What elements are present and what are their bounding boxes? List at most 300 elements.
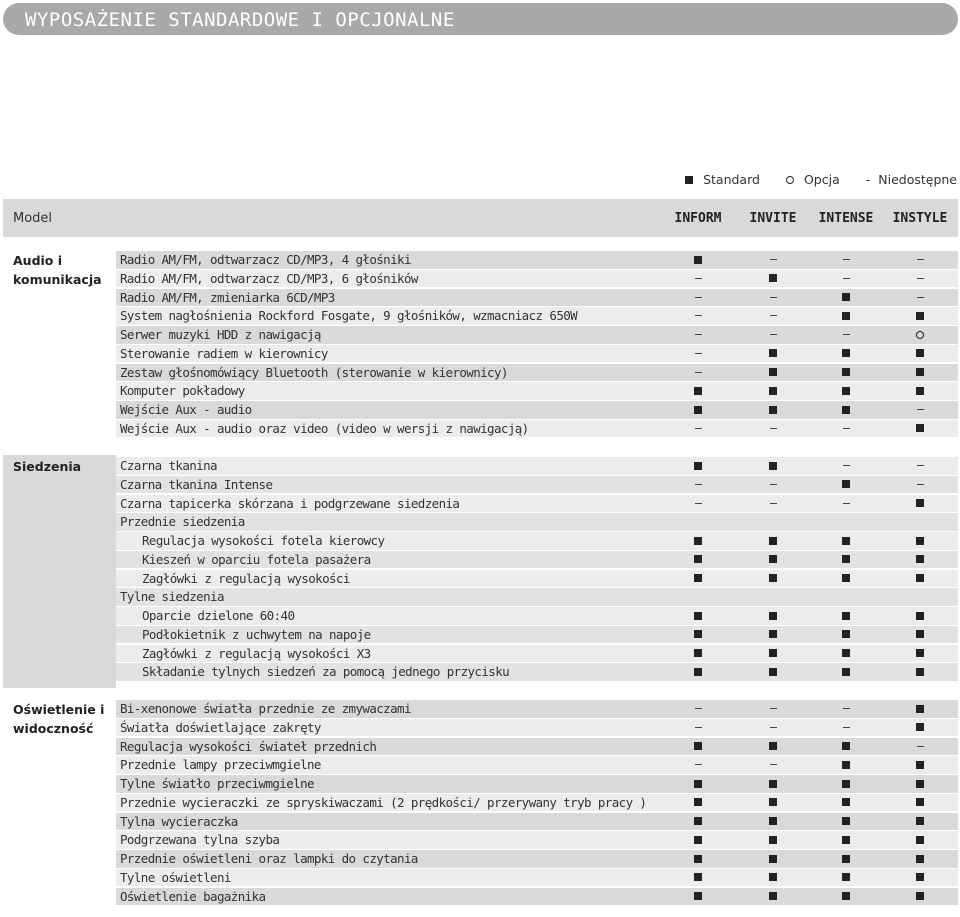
standard-square-icon (694, 574, 702, 582)
standard-square-icon (842, 349, 850, 357)
unavailable-dash-icon (695, 764, 702, 765)
standard-square-icon (688, 626, 708, 643)
standard-square-icon (836, 476, 856, 493)
standard-square-icon (763, 532, 783, 549)
standard-square-icon (842, 873, 850, 881)
standard-square-icon (763, 551, 783, 568)
standard-square-icon (763, 831, 783, 848)
standard-square-icon (769, 817, 777, 825)
standard-square-icon (916, 761, 924, 769)
row-label: Oparcie dzielone 60:40 (142, 608, 295, 623)
standard-square-icon (910, 382, 930, 399)
standard-square-icon (688, 850, 708, 867)
table-row (116, 626, 958, 645)
standard-square-icon (688, 570, 708, 587)
standard-square-icon (688, 532, 708, 549)
standard-square-icon (769, 836, 777, 844)
standard-square-icon (694, 555, 702, 563)
row-label: Światła doświetlające zakręty (120, 719, 321, 735)
standard-square-icon (842, 780, 850, 788)
table-row (116, 307, 958, 326)
legend-standard (685, 172, 760, 187)
table-row (116, 270, 958, 289)
row-label: Tylne światło przeciwmgielne (120, 776, 314, 791)
standard-square-icon (763, 270, 783, 287)
row-label: Radio AM/FM, zmieniarka 6CD/MP3 (120, 289, 335, 305)
table-row (116, 738, 958, 757)
row-label: Bi-xenonowe światła przednie ze zmywaczami (120, 701, 411, 716)
unavailable-dash-icon (688, 420, 708, 437)
unavailable-dash-icon (843, 334, 850, 335)
standard-square-icon (836, 831, 856, 848)
standard-square-icon (842, 855, 850, 863)
standard-square-icon (842, 836, 850, 844)
standard-square-icon (836, 850, 856, 867)
standard-square-icon (836, 738, 856, 755)
section-label: Siedzenia (13, 459, 82, 474)
unavailable-dash-icon (763, 420, 783, 437)
unavailable-dash-icon (843, 503, 850, 504)
standard-square-icon (763, 570, 783, 587)
standard-square-icon (916, 555, 924, 563)
standard-square-icon (688, 775, 708, 792)
standard-square-icon (910, 551, 930, 568)
standard-square-icon (916, 312, 924, 320)
standard-square-icon (916, 817, 924, 825)
table-row (116, 251, 958, 270)
unavailable-dash-icon (763, 700, 783, 717)
standard-square-icon (769, 855, 777, 863)
unavailable-dash-icon (910, 476, 930, 493)
standard-square-icon (763, 663, 783, 680)
unavailable-dash-icon (843, 428, 850, 429)
standard-square-icon (769, 612, 777, 620)
standard-square-icon (769, 537, 777, 545)
standard-square-icon (769, 892, 777, 900)
row-label: Przednie oświetleni oraz lampki do czytania (120, 851, 418, 866)
section-0 (3, 249, 958, 445)
standard-square-icon (763, 888, 783, 905)
standard-square-icon (916, 574, 924, 582)
standard-square-icon (836, 626, 856, 643)
standard-square-icon (916, 368, 924, 376)
section-label-bg (3, 455, 116, 688)
standard-square-icon (836, 570, 856, 587)
unavailable-dash-icon (910, 457, 930, 474)
row-label: Podgrzewana tylna szyba (120, 832, 280, 848)
standard-square-icon (769, 649, 777, 657)
unavailable-dash-icon (688, 364, 708, 381)
col-intense: INTENSE (818, 211, 874, 226)
section-label: Audio i komunikacja (13, 253, 102, 287)
section-2 (3, 698, 958, 912)
page-title: WYPOSAŻENIE STANDARDOWE I OPCJONALNE (25, 9, 455, 31)
standard-square-icon (694, 612, 702, 620)
table-row (116, 457, 958, 476)
standard-square-icon (688, 551, 708, 568)
unavailable-dash-icon (695, 708, 702, 709)
unavailable-dash-icon (843, 727, 850, 728)
section-1 (3, 455, 958, 688)
col-invite: INVITE (749, 211, 797, 226)
unavailable-dash-icon (695, 503, 702, 504)
standard-square-icon (910, 775, 930, 792)
unavailable-dash-icon (688, 495, 708, 512)
standard-square-icon (842, 406, 850, 414)
table-row (116, 476, 958, 495)
standard-square-icon (763, 850, 783, 867)
unavailable-dash-icon (770, 503, 777, 504)
standard-square-icon (910, 663, 930, 680)
row-label: Regulacja wysokości świateł przednich (120, 738, 377, 754)
unavailable-dash-icon (695, 372, 702, 373)
standard-square-icon (842, 555, 850, 563)
table-row (116, 869, 958, 888)
unavailable-dash-icon (695, 353, 702, 354)
unavailable-dash-icon (688, 719, 708, 736)
standard-square-icon (916, 892, 924, 900)
option-circle-icon (916, 331, 924, 339)
standard-square-icon (842, 742, 850, 750)
model-header: Model (13, 211, 53, 226)
standard-square-icon (688, 457, 708, 474)
row-label: Serwer muzyki HDD z nawigacją (120, 327, 321, 342)
standard-square-icon (836, 551, 856, 568)
unavailable-dash-icon (770, 259, 777, 260)
row-label: Tylna wycieraczka (120, 813, 238, 829)
table-row (116, 663, 958, 682)
standard-square-icon (916, 798, 924, 806)
standard-square-icon (769, 798, 777, 806)
standard-square-icon (842, 480, 850, 488)
standard-square-icon (910, 645, 930, 662)
table-row (116, 831, 958, 850)
row-label: Zagłówki z regulacją wysokości X3 (142, 645, 371, 661)
row-label: Składanie tylnych siedzeń za pomocą jednego przycisku (142, 664, 510, 680)
row-label: Wejście Aux - audio (120, 402, 252, 417)
standard-square-icon (688, 869, 708, 886)
unavailable-dash-icon (770, 334, 777, 335)
standard-square-icon (842, 612, 850, 620)
standard-square-icon (688, 663, 708, 680)
unavailable-dash-icon (770, 484, 777, 485)
unavailable-dash-icon (695, 297, 702, 298)
unavailable-dash-icon (836, 700, 856, 717)
unavailable-dash-icon (695, 428, 702, 429)
row-label: Przednie siedzenia (120, 514, 245, 530)
standard-square-icon (842, 817, 850, 825)
standard-square-icon (694, 387, 702, 395)
standard-square-icon (836, 645, 856, 662)
row-label: Przednie lampy przeciwmgielne (120, 757, 321, 773)
standard-square-icon (694, 649, 702, 657)
standard-square-icon (910, 626, 930, 643)
row-label: Kieszeń w oparciu fotela pasażera (142, 551, 371, 567)
unavailable-dash-icon (836, 326, 856, 343)
unavailable-dash-icon (910, 738, 930, 755)
unavailable-dash-icon (688, 700, 708, 717)
standard-square-icon (910, 420, 930, 437)
standard-square-icon (916, 855, 924, 863)
table-row (116, 719, 958, 738)
row-label: Czarna tkanina Intense (120, 476, 273, 492)
standard-square-icon (916, 649, 924, 657)
row-label: Czarna tkanina (120, 458, 217, 473)
standard-square-icon (842, 668, 850, 676)
standard-square-icon (916, 723, 924, 731)
standard-square-icon (842, 649, 850, 657)
table-row (116, 775, 958, 794)
unavailable-dash-icon (770, 428, 777, 429)
standard-square-icon (836, 756, 856, 773)
legend-option-label: Opcja (803, 172, 840, 187)
standard-square-icon (694, 406, 702, 414)
row-label: Podłokietnik z uchwytem na napoje (142, 626, 371, 642)
standard-square-icon (688, 831, 708, 848)
legend-unavailable (866, 172, 957, 187)
standard-square-icon (769, 387, 777, 395)
standard-square-icon (916, 705, 924, 713)
table-row (116, 382, 958, 401)
standard-square-icon (910, 345, 930, 362)
legend-standard-label: Standard (703, 172, 760, 187)
standard-square-icon (763, 869, 783, 886)
standard-square-icon (694, 855, 702, 863)
standard-square-icon (769, 368, 777, 376)
table-row (116, 700, 958, 719)
standard-square-icon (842, 630, 850, 638)
row-label: Tylne siedzenia (120, 589, 224, 605)
standard-square-icon (916, 668, 924, 676)
unavailable-dash-icon (770, 315, 777, 316)
standard-square-icon (763, 738, 783, 755)
table-row (116, 345, 958, 364)
standard-square-icon (763, 364, 783, 381)
standard-square-icon (910, 869, 930, 886)
standard-square-icon (836, 401, 856, 418)
standard-square-icon (769, 873, 777, 881)
standard-square-icon (763, 382, 783, 399)
unavailable-dash-icon (688, 270, 708, 287)
unavailable-dash-icon (836, 420, 856, 437)
standard-square-icon (836, 794, 856, 811)
unavailable-dash-icon (917, 409, 924, 410)
option-circle-icon (786, 176, 794, 184)
unavailable-dash-icon (763, 719, 783, 736)
standard-square-icon (763, 775, 783, 792)
standard-square-icon (688, 645, 708, 662)
unavailable-dash-icon (695, 334, 702, 335)
row-label: Przednie wycieraczki ze spryskiwaczami (2 prędkości/ przerywany tryb pracy ) (120, 794, 647, 810)
standard-square-icon (694, 780, 702, 788)
standard-square-icon (769, 780, 777, 788)
section-label: Oświetlenie i widoczność (13, 702, 105, 736)
standard-square-icon (694, 668, 702, 676)
standard-square-icon (836, 888, 856, 905)
standard-square-icon (694, 742, 702, 750)
standard-square-icon (763, 626, 783, 643)
unavailable-dash-icon (688, 476, 708, 493)
unavailable-dash-icon (688, 326, 708, 343)
row-label: Oświetlenie bagażnika (120, 888, 266, 904)
standard-square-icon (688, 794, 708, 811)
standard-square-icon (769, 574, 777, 582)
standard-square-icon (694, 873, 702, 881)
unavailable-dash-icon (688, 345, 708, 362)
standard-square-icon (916, 780, 924, 788)
standard-square-icon (910, 719, 930, 736)
standard-square-icon (763, 345, 783, 362)
standard-square-icon (694, 462, 702, 470)
legend-unavailable-label: Niedostępne (878, 172, 957, 187)
unavailable-dash-icon (836, 457, 856, 474)
unavailable-dash-icon (917, 484, 924, 485)
table-header (3, 199, 958, 237)
row-label: Zagłówki z regulacją wysokości (142, 570, 350, 586)
unavailable-dash-icon: - (865, 172, 871, 187)
col-inform: INFORM (674, 211, 722, 226)
unavailable-dash-icon (688, 756, 708, 773)
standard-square-icon (910, 888, 930, 905)
unavailable-dash-icon (910, 401, 930, 418)
unavailable-dash-icon (836, 251, 856, 268)
unavailable-dash-icon (836, 719, 856, 736)
standard-square-icon (842, 798, 850, 806)
option-circle-icon (910, 326, 930, 343)
standard-square-icon (769, 274, 777, 282)
standard-square-icon (694, 798, 702, 806)
unavailable-dash-icon (843, 259, 850, 260)
row-label: Czarna tapicerka skórzana i podgrzewane siedzenia (120, 495, 460, 511)
standard-square-icon (910, 794, 930, 811)
unavailable-dash-icon (763, 326, 783, 343)
standard-square-icon (688, 401, 708, 418)
unavailable-dash-icon (770, 708, 777, 709)
unavailable-dash-icon (843, 465, 850, 466)
unavailable-dash-icon (917, 746, 924, 747)
row-label: Radio AM/FM, odtwarzacz CD/MP3, 6 głośników (120, 270, 418, 286)
table-row (116, 551, 958, 570)
standard-square-icon (694, 630, 702, 638)
unavailable-dash-icon (770, 764, 777, 765)
standard-square-icon (836, 289, 856, 306)
table-row (116, 495, 958, 514)
unavailable-dash-icon (917, 297, 924, 298)
unavailable-dash-icon (695, 315, 702, 316)
row-label: Sterowanie radiem w kierownicy (120, 345, 328, 361)
table-row (116, 607, 958, 626)
standard-square-icon (763, 813, 783, 830)
standard-square-icon (836, 607, 856, 624)
table-row (116, 794, 958, 813)
standard-square-icon (842, 574, 850, 582)
standard-square-icon (842, 761, 850, 769)
standard-square-icon (685, 176, 693, 184)
unavailable-dash-icon (910, 289, 930, 306)
standard-square-icon (688, 738, 708, 755)
standard-square-icon (836, 532, 856, 549)
unavailable-dash-icon (910, 251, 930, 268)
standard-square-icon (910, 831, 930, 848)
standard-square-icon (769, 349, 777, 357)
standard-square-icon (694, 892, 702, 900)
unavailable-dash-icon (917, 278, 924, 279)
table-row (116, 364, 958, 383)
unavailable-dash-icon (836, 495, 856, 512)
standard-square-icon (769, 462, 777, 470)
standard-square-icon (688, 382, 708, 399)
unavailable-dash-icon (695, 278, 702, 279)
standard-square-icon (910, 495, 930, 512)
standard-square-icon (916, 424, 924, 432)
unavailable-dash-icon (770, 727, 777, 728)
unavailable-dash-icon (763, 307, 783, 324)
unavailable-dash-icon (763, 756, 783, 773)
standard-square-icon (916, 387, 924, 395)
standard-square-icon (910, 364, 930, 381)
standard-square-icon (916, 630, 924, 638)
standard-square-icon (836, 813, 856, 830)
standard-square-icon (836, 364, 856, 381)
standard-square-icon (916, 836, 924, 844)
table-row (116, 513, 958, 532)
unavailable-dash-icon (695, 727, 702, 728)
standard-square-icon (694, 817, 702, 825)
standard-square-icon (763, 794, 783, 811)
table-row (116, 532, 958, 551)
standard-square-icon (836, 869, 856, 886)
standard-square-icon (836, 307, 856, 324)
standard-square-icon (688, 888, 708, 905)
standard-square-icon (763, 457, 783, 474)
col-instyle: INSTYLE (892, 211, 948, 226)
table-row (116, 588, 958, 607)
table-row (116, 401, 958, 420)
standard-square-icon (842, 368, 850, 376)
standard-square-icon (836, 775, 856, 792)
unavailable-dash-icon (763, 289, 783, 306)
legend-option (786, 172, 840, 187)
standard-square-icon (916, 349, 924, 357)
standard-square-icon (688, 607, 708, 624)
standard-square-icon (842, 892, 850, 900)
standard-square-icon (694, 256, 702, 264)
table-row (116, 756, 958, 775)
unavailable-dash-icon (770, 297, 777, 298)
unavailable-dash-icon (917, 259, 924, 260)
standard-square-icon (688, 813, 708, 830)
unavailable-dash-icon (695, 484, 702, 485)
standard-square-icon (910, 700, 930, 717)
standard-square-icon (769, 406, 777, 414)
unavailable-dash-icon (688, 307, 708, 324)
standard-square-icon (694, 537, 702, 545)
standard-square-icon (910, 813, 930, 830)
unavailable-dash-icon (836, 270, 856, 287)
standard-square-icon (836, 382, 856, 399)
standard-square-icon (910, 307, 930, 324)
row-label: Wejście Aux - audio oraz video (video w wersji z nawigacją) (120, 420, 529, 436)
row-label: Komputer pokładowy (120, 383, 245, 399)
standard-square-icon (842, 312, 850, 320)
standard-square-icon (842, 387, 850, 395)
standard-square-icon (842, 293, 850, 301)
standard-square-icon (836, 345, 856, 362)
table-row (116, 420, 958, 439)
standard-square-icon (910, 850, 930, 867)
table-row (116, 326, 958, 345)
standard-square-icon (769, 555, 777, 563)
